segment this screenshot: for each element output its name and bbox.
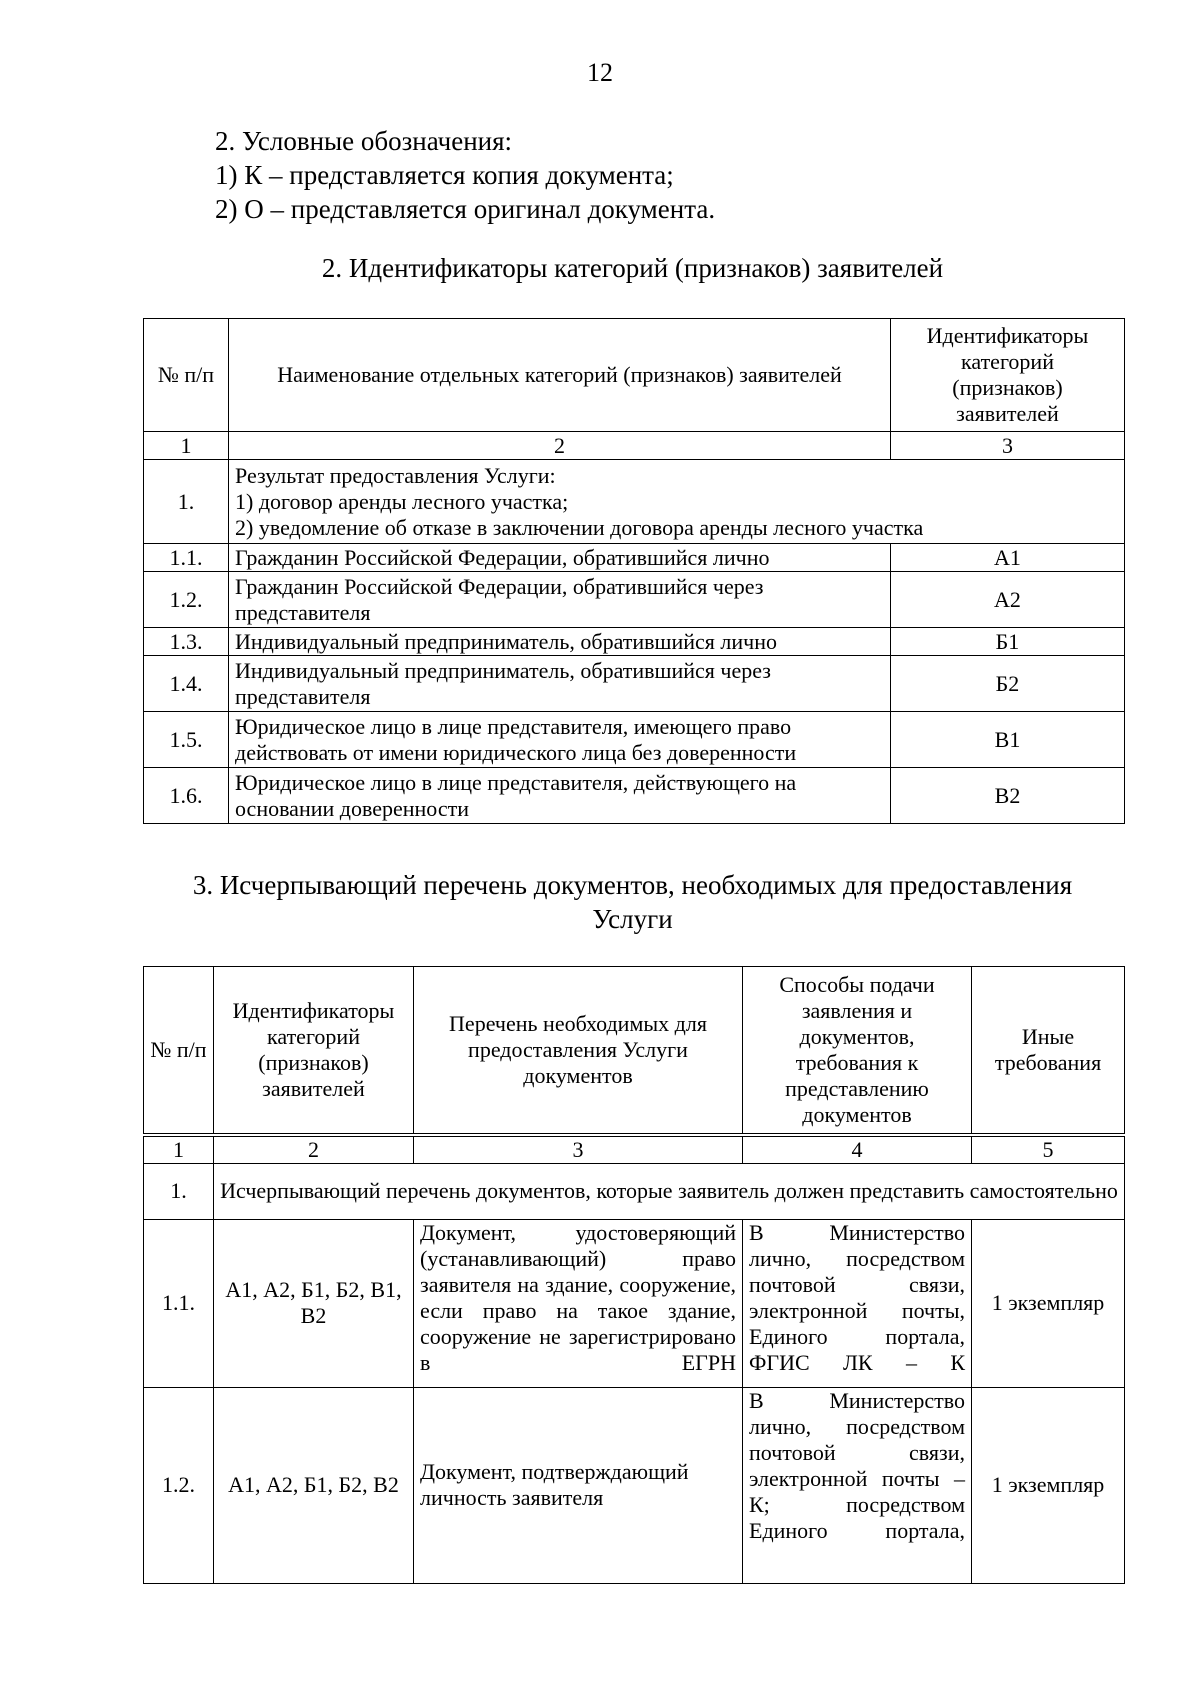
group-row [144,460,1125,544]
row-document [414,1219,743,1387]
table-header-row [144,319,1125,432]
index-cell: 5 [972,1135,1125,1164]
table-row [144,1219,1125,1387]
row-id: А1 [891,544,1125,572]
row-num: 1.2. [144,572,229,628]
row-id: Б1 [891,628,1125,656]
table-row [144,768,1125,824]
header-cell-name: Наименование отдельных категорий (признаков) заявителей [229,319,891,432]
row-id: В2 [891,768,1125,824]
header-cell-methods: Способы подачи заявления и документов, требования к представлению документов [743,967,972,1135]
section-2-title: 2. Идентификаторы категорий (признаков) заявителей [321,253,944,283]
header-cell-id [891,319,1125,432]
group-text [229,460,1125,544]
section-3-title-line: 3. Исчерпывающий перечень документов, необходимых для предоставления [192,870,1073,900]
header-cell-num: № п/п [144,967,214,1135]
row-num: 1.4. [144,656,229,712]
group-num: 1. [144,460,229,544]
row-num: 1.1. [144,544,229,572]
row-num: 1.1. [144,1219,214,1387]
header-line: категорий [961,349,1054,374]
row-num: 1.6. [144,768,229,824]
header-cell-ids: Идентификаторы категорий (признаков) заявителей [214,967,414,1135]
legend-item: 2) О – представляется оригинал документа. [215,194,716,224]
row-other: 1 экземпляр [972,1387,1125,1583]
section-3-title-line: Услуги [592,904,673,934]
table-row [144,1387,1125,1583]
header-cell-num: № п/п [144,319,229,432]
row-method [743,1219,972,1387]
header-line: Идентификаторы [926,323,1089,348]
legend [215,124,715,226]
group-line: Результат предоставления Услуги: [235,462,556,488]
index-cell: 2 [229,432,891,460]
table-row [144,712,1125,768]
row-method-text: В Министерство лично, посредством почтовой связи, электронной почты, Единого портала, ФГИС ЛК – К [749,1219,965,1375]
applicant-categories-table [143,318,1125,824]
row-id: Б2 [891,656,1125,712]
section-3-title [140,868,1125,936]
group-num: 1. [144,1163,214,1219]
group-line: 2) уведомление об отказе в заключении договора аренды лесного участка [235,514,924,540]
table-row [144,544,1125,572]
group-text: Исчерпывающий перечень документов, которые заявитель должен представить самостоятельно [214,1163,1125,1219]
row-id: В1 [891,712,1125,768]
table-header-row [144,967,1125,1135]
row-name: Гражданин Российской Федерации, обратившийся лично [229,544,891,572]
index-cell: 3 [414,1135,743,1164]
header-line: (признаков) [952,375,1063,400]
index-cell: 1 [144,432,229,460]
legend-item: 1) К – представляется копия документа; [215,160,674,190]
index-row [144,432,1125,460]
header-cell-other: Иные требования [972,967,1125,1135]
legend-title: 2. Условные обозначения: [215,126,513,156]
index-cell: 2 [214,1135,414,1164]
index-cell: 3 [891,432,1125,460]
row-document: Документ, подтверждающий личность заявителя [414,1387,743,1583]
row-num: 1.3. [144,628,229,656]
header-cell-documents: Перечень необходимых для предоставления Услуги документов [414,967,743,1135]
table-row [144,656,1125,712]
index-cell: 1 [144,1135,214,1164]
row-name: Юридическое лицо в лице представителя, действующего на основании доверенности [229,768,891,824]
row-id: А2 [891,572,1125,628]
row-ids: А1, А2, Б1, Б2, В1, В2 [214,1219,414,1387]
row-ids: А1, А2, Б1, Б2, В2 [214,1387,414,1583]
row-name: Индивидуальный предприниматель, обратившийся через представителя [229,656,891,712]
index-cell: 4 [743,1135,972,1164]
index-row [144,1135,1125,1164]
row-document-text: Документ, удостоверяющий (устанавливающий) право заявителя на здание, сооружение, если право на такое здание, сооружение не зарегистрировано в ЕГРН [420,1219,736,1375]
row-num: 1.2. [144,1387,214,1583]
documents-table [143,966,1125,1584]
group-line: 1) договор аренды лесного участка; [235,488,569,514]
row-name: Гражданин Российской Федерации, обратившийся через представителя [229,572,891,628]
group-row [144,1163,1125,1219]
row-name: Юридическое лицо в лице представителя, имеющего право действовать от имени юридического лица без доверенности [229,712,891,768]
row-method [743,1387,972,1583]
table-row [144,628,1125,656]
row-num: 1.5. [144,712,229,768]
row-method-text: В Министерство лично, посредством почтовой связи, электронной почты – К; посредством Единого портала, [749,1387,965,1543]
row-other: 1 экземпляр [972,1219,1125,1387]
page-number: 12 [587,58,613,87]
row-name: Индивидуальный предприниматель, обратившийся лично [229,628,891,656]
table-row [144,572,1125,628]
header-line: заявителей [956,401,1059,426]
